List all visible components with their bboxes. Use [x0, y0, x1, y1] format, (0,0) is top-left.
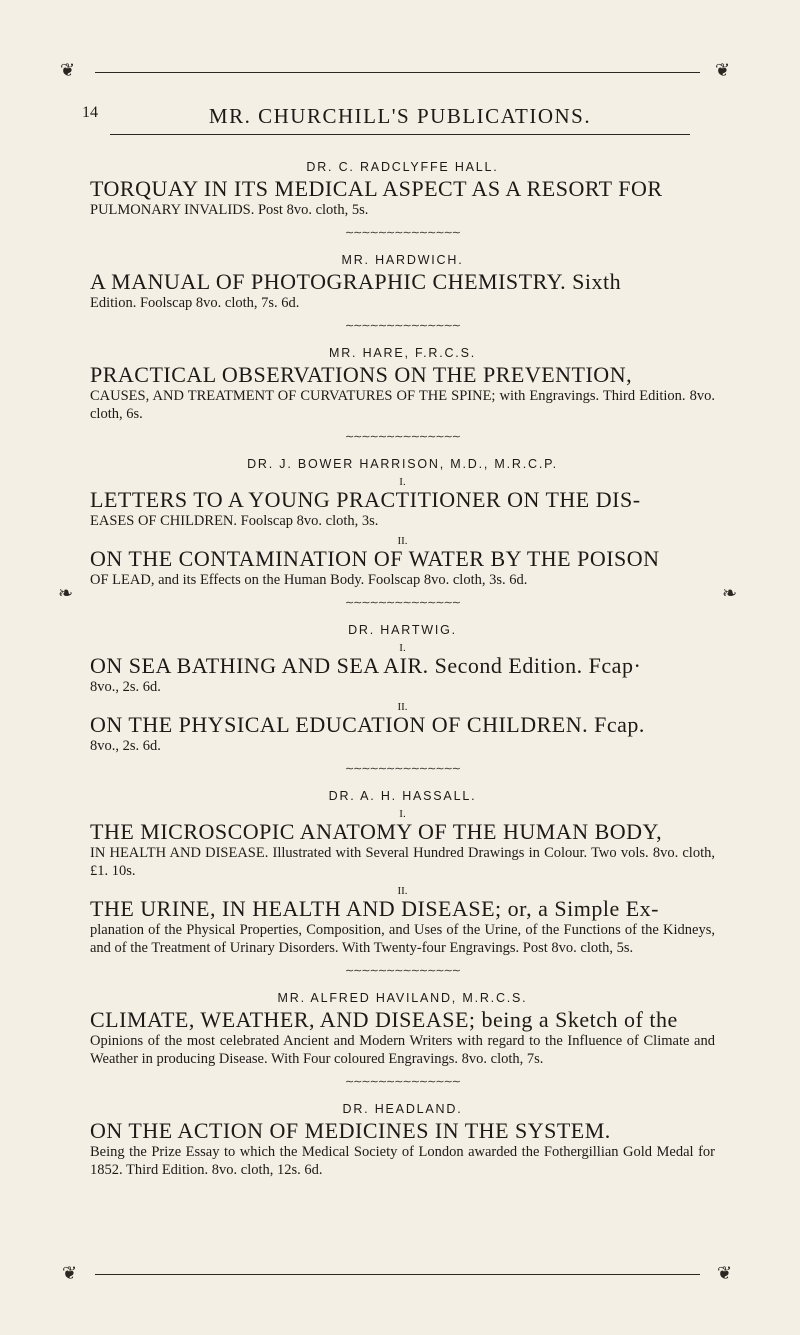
author-name: MR. HARE, F.R.C.S.: [329, 346, 476, 360]
book-description: CAUSES, AND TREATMENT OF CURVATURES OF THE SPINE; with Engravings. Third Edition. 8vo. cloth, 6s.: [90, 388, 715, 422]
book-description: Being the Prize Essay to which the Medical Society of London awarded the Fothergillian Gold Medal for 1852. Third Edition. 8vo. cloth, 12s. 6d.: [90, 1144, 715, 1178]
section-hassall: [90, 789, 715, 957]
running-title: MR. CHURCHILL'S PUBLICATIONS.: [208, 104, 592, 128]
section-radclyffe-hall: [90, 160, 715, 219]
book-description: Opinions of the most celebrated Ancient and Modern Writers with regard to the Influence of Climate and Weather in producing Disease. With Four coloured Engravings. 8vo. cloth, 7s.: [90, 1033, 715, 1067]
section-hartwig: [90, 623, 715, 755]
book-description: OF LEAD, and its Effects on the Human Body. Foolscap 8vo. cloth, 3s. 6d.: [90, 572, 528, 588]
book-description: planation of the Physical Properties, Composition, and Uses of the Urine, of the Functions of the Kidneys, and of the Treatment of Urinary Disorders. With Twenty-four Engravings. Post 8vo. cloth, 5s.: [90, 922, 715, 956]
top-rule: [95, 72, 700, 73]
book-title: A MANUAL OF PHOTOGRAPHIC CHEMISTRY. Sixth: [90, 269, 622, 294]
corner-ornament-icon: ❦: [60, 60, 76, 81]
side-ornament-icon: ❧: [58, 583, 74, 604]
book-title: PRACTICAL OBSERVATIONS ON THE PREVENTION,: [90, 362, 633, 387]
author-name: DR. A. H. HASSALL.: [328, 789, 477, 803]
catalogue-content: [90, 160, 715, 1185]
author-name: DR. C. RADCLYFFE HALL.: [306, 160, 499, 174]
work-numeral: I.: [399, 476, 406, 488]
book-title: ON THE PHYSICAL EDUCATION OF CHILDREN. Fcap.: [90, 712, 645, 737]
header-rule: [110, 134, 690, 135]
section-haviland: [90, 991, 715, 1068]
work-numeral: II.: [397, 885, 408, 897]
author-name: MR. ALFRED HAVILAND, M.R.C.S.: [277, 991, 528, 1005]
work-numeral: II.: [397, 701, 408, 713]
corner-ornament-icon: ❦: [62, 1263, 78, 1284]
section-hardwich: [90, 253, 715, 312]
book-title: LETTERS TO A YOUNG PRACTITIONER ON THE DIS-: [90, 487, 641, 512]
book-description: IN HEALTH AND DISEASE. Illustrated with Several Hundred Drawings in Colour. Two vols. 8vo. cloth, £1. 10s.: [90, 845, 715, 879]
author-name: DR. J. BOWER HARRISON, M.D., M.R.C.P.: [247, 457, 558, 471]
book-title: ON THE CONTAMINATION OF WATER BY THE POISON: [90, 546, 660, 571]
wavy-separator: ∼∼∼∼∼∼∼∼∼∼∼∼∼∼: [344, 763, 461, 775]
author-name: DR. HEADLAND.: [342, 1102, 463, 1116]
wavy-separator: ∼∼∼∼∼∼∼∼∼∼∼∼∼∼: [344, 597, 461, 609]
work-numeral: I.: [399, 808, 406, 820]
work-numeral: I.: [399, 642, 406, 654]
book-title: TORQUAY IN ITS MEDICAL ASPECT AS A RESORT FOR: [90, 176, 663, 201]
book-title: ON THE ACTION OF MEDICINES IN THE SYSTEM.: [90, 1118, 611, 1143]
corner-ornament-icon: ❦: [717, 1263, 733, 1284]
book-title: CLIMATE, WEATHER, AND DISEASE; being a Sketch of the: [90, 1007, 678, 1032]
wavy-separator: ∼∼∼∼∼∼∼∼∼∼∼∼∼∼: [344, 320, 461, 332]
author-name: DR. HARTWIG.: [348, 623, 457, 637]
book-description: 8vo., 2s. 6d.: [90, 738, 161, 754]
book-description: PULMONARY INVALIDS. Post 8vo. cloth, 5s.: [90, 202, 369, 218]
book-title: ON SEA BATHING AND SEA AIR. Second Edition. Fcap·: [90, 653, 642, 678]
wavy-separator: ∼∼∼∼∼∼∼∼∼∼∼∼∼∼: [344, 965, 461, 977]
book-title: THE MICROSCOPIC ANATOMY OF THE HUMAN BODY,: [90, 819, 663, 844]
wavy-separator: ∼∼∼∼∼∼∼∼∼∼∼∼∼∼: [344, 1076, 461, 1088]
wavy-separator: ∼∼∼∼∼∼∼∼∼∼∼∼∼∼: [344, 227, 461, 239]
section-bower-harrison: [90, 457, 715, 589]
section-hare: [90, 346, 715, 423]
work-numeral: II.: [397, 535, 408, 547]
corner-ornament-icon: ❦: [715, 60, 731, 81]
author-name: MR. HARDWICH.: [341, 253, 464, 267]
book-description: Edition. Foolscap 8vo. cloth, 7s. 6d.: [90, 295, 300, 311]
bottom-rule: [95, 1274, 700, 1275]
wavy-separator: ∼∼∼∼∼∼∼∼∼∼∼∼∼∼: [344, 431, 461, 443]
side-ornament-icon: ❧: [722, 583, 738, 604]
page-number: 14: [82, 104, 98, 121]
book-title: THE URINE, IN HEALTH AND DISEASE; or, a Simple Ex-: [90, 896, 659, 921]
book-description: EASES OF CHILDREN. Foolscap 8vo. cloth, 3s.: [90, 513, 379, 529]
book-description: 8vo., 2s. 6d.: [90, 679, 161, 695]
section-headland: [90, 1102, 715, 1179]
